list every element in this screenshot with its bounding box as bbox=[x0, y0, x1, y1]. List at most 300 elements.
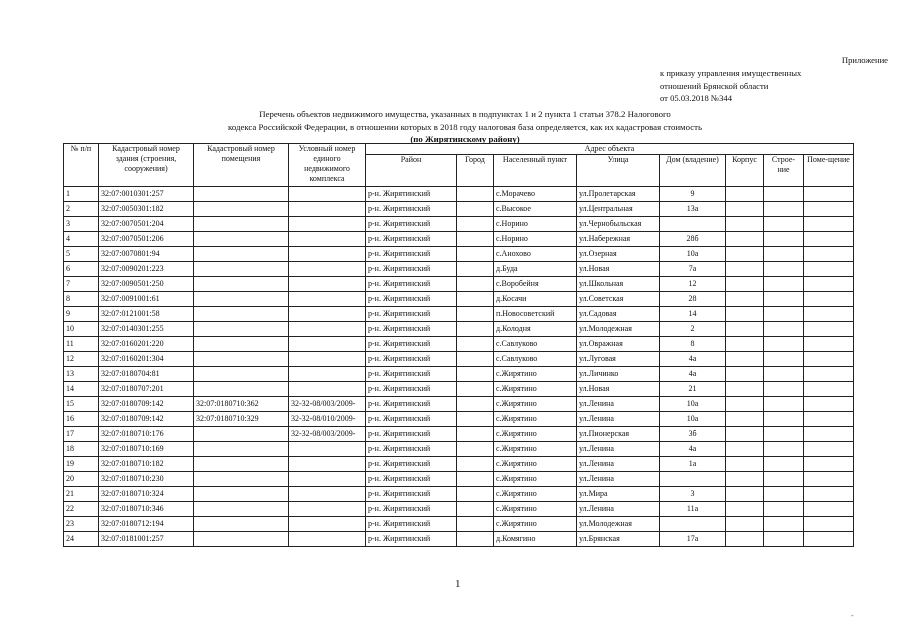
complex-number-cell bbox=[289, 337, 366, 352]
building-cadastral-number-cell: 32:07:0091001:61 bbox=[99, 292, 194, 307]
header-city: Город bbox=[457, 155, 494, 187]
building-cadastral-number-cell: 32:07:0180710:324 bbox=[99, 487, 194, 502]
row-number-cell: 12 bbox=[64, 352, 99, 367]
pomeshenie-cell bbox=[804, 367, 854, 382]
document-title bbox=[160, 108, 770, 146]
complex-number-cell bbox=[289, 442, 366, 457]
row-number-cell: 6 bbox=[64, 262, 99, 277]
pomeshenie-cell bbox=[804, 232, 854, 247]
complex-number-cell bbox=[289, 352, 366, 367]
building-cadastral-number-cell: 32:07:0160201:220 bbox=[99, 337, 194, 352]
header-house: Дом (владение) bbox=[660, 155, 726, 187]
city-cell bbox=[457, 202, 494, 217]
table-row bbox=[64, 442, 854, 457]
house-cell: 28б bbox=[660, 232, 726, 247]
korpus-cell bbox=[726, 367, 764, 382]
street-cell: ул.Новая bbox=[577, 262, 660, 277]
city-cell bbox=[457, 307, 494, 322]
complex-number-cell bbox=[289, 322, 366, 337]
room-cadastral-number-cell bbox=[194, 322, 289, 337]
room-cadastral-number-cell bbox=[194, 202, 289, 217]
house-cell: 10а bbox=[660, 397, 726, 412]
korpus-cell bbox=[726, 232, 764, 247]
room-cadastral-number-cell bbox=[194, 217, 289, 232]
street-cell: ул.Ленина bbox=[577, 457, 660, 472]
room-cadastral-number-cell bbox=[194, 352, 289, 367]
row-number-cell: 17 bbox=[64, 427, 99, 442]
district-cell: р-н. Жирятинский bbox=[366, 382, 457, 397]
settlement-cell: д.Колодня bbox=[494, 322, 577, 337]
street-cell: ул.Ленина bbox=[577, 502, 660, 517]
korpus-cell bbox=[726, 262, 764, 277]
house-cell: 4а bbox=[660, 442, 726, 457]
stroenie-cell bbox=[764, 442, 804, 457]
settlement-cell: д.Буда bbox=[494, 262, 577, 277]
settlement-cell: с.Жирятино bbox=[494, 487, 577, 502]
street-cell: ул.Центральная bbox=[577, 202, 660, 217]
appendix-block bbox=[660, 54, 900, 105]
row-number-cell: 23 bbox=[64, 517, 99, 532]
complex-number-cell bbox=[289, 532, 366, 547]
scan-mark: - bbox=[851, 611, 854, 620]
korpus-cell bbox=[726, 397, 764, 412]
city-cell bbox=[457, 277, 494, 292]
row-number-cell: 19 bbox=[64, 457, 99, 472]
room-cadastral-number-cell bbox=[194, 337, 289, 352]
pomeshenie-cell bbox=[804, 382, 854, 397]
street-cell: ул.Чернобыльская bbox=[577, 217, 660, 232]
city-cell bbox=[457, 217, 494, 232]
room-cadastral-number-cell: 32:07:0180710:362 bbox=[194, 397, 289, 412]
complex-number-cell: 32-32-08/003/2009- bbox=[289, 397, 366, 412]
korpus-cell bbox=[726, 217, 764, 232]
city-cell bbox=[457, 382, 494, 397]
stroenie-cell bbox=[764, 487, 804, 502]
settlement-cell: с.Жирятино bbox=[494, 517, 577, 532]
house-cell: 21 bbox=[660, 382, 726, 397]
header-num: № п/п bbox=[64, 144, 99, 187]
stroenie-cell bbox=[764, 232, 804, 247]
complex-number-cell bbox=[289, 502, 366, 517]
district-cell: р-н. Жирятинский bbox=[366, 322, 457, 337]
complex-number-cell bbox=[289, 382, 366, 397]
pomeshenie-cell bbox=[804, 442, 854, 457]
pomeshenie-cell bbox=[804, 517, 854, 532]
district-cell: р-н. Жирятинский bbox=[366, 502, 457, 517]
settlement-cell: с.Жирятино bbox=[494, 427, 577, 442]
district-cell: р-н. Жирятинский bbox=[366, 187, 457, 202]
house-cell: 4а bbox=[660, 352, 726, 367]
korpus-cell bbox=[726, 352, 764, 367]
room-cadastral-number-cell bbox=[194, 262, 289, 277]
building-cadastral-number-cell: 32:07:0180710:230 bbox=[99, 472, 194, 487]
city-cell bbox=[457, 472, 494, 487]
korpus-cell bbox=[726, 187, 764, 202]
table-row bbox=[64, 262, 854, 277]
pomeshenie-cell bbox=[804, 247, 854, 262]
stroenie-cell bbox=[764, 337, 804, 352]
table-row bbox=[64, 187, 854, 202]
row-number-cell: 22 bbox=[64, 502, 99, 517]
pomeshenie-cell bbox=[804, 457, 854, 472]
house-cell: 4а bbox=[660, 367, 726, 382]
pomeshenie-cell bbox=[804, 322, 854, 337]
stroenie-cell bbox=[764, 457, 804, 472]
district-cell: р-н. Жирятинский bbox=[366, 292, 457, 307]
complex-number-cell bbox=[289, 517, 366, 532]
city-cell bbox=[457, 442, 494, 457]
korpus-cell bbox=[726, 202, 764, 217]
appendix-line-3: от 05.03.2018 №344 bbox=[660, 93, 732, 104]
pomeshenie-cell bbox=[804, 397, 854, 412]
table-row bbox=[64, 427, 854, 442]
district-cell: р-н. Жирятинский bbox=[366, 427, 457, 442]
district-cell: р-н. Жирятинский bbox=[366, 457, 457, 472]
room-cadastral-number-cell bbox=[194, 472, 289, 487]
table-row bbox=[64, 247, 854, 262]
korpus-cell bbox=[726, 457, 764, 472]
room-cadastral-number-cell bbox=[194, 442, 289, 457]
building-cadastral-number-cell: 32:07:0090201:223 bbox=[99, 262, 194, 277]
street-cell: ул.Овражная bbox=[577, 337, 660, 352]
room-cadastral-number-cell bbox=[194, 502, 289, 517]
row-number-cell: 14 bbox=[64, 382, 99, 397]
street-cell: ул.Пролетарская bbox=[577, 187, 660, 202]
stroenie-cell bbox=[764, 397, 804, 412]
settlement-cell: п.Новосоветский bbox=[494, 307, 577, 322]
row-number-cell: 2 bbox=[64, 202, 99, 217]
settlement-cell: с.Норино bbox=[494, 217, 577, 232]
house-cell bbox=[660, 517, 726, 532]
district-cell: р-н. Жирятинский bbox=[366, 307, 457, 322]
complex-number-cell bbox=[289, 187, 366, 202]
city-cell bbox=[457, 337, 494, 352]
title-line-1: Перечень объектов недвижимого имущества, указанных в подпунктах 1 и 2 пункта 1 статьи 378.2 Налогового bbox=[259, 109, 671, 119]
stroenie-cell bbox=[764, 262, 804, 277]
table-row bbox=[64, 217, 854, 232]
district-cell: р-н. Жирятинский bbox=[366, 337, 457, 352]
row-number-cell: 20 bbox=[64, 472, 99, 487]
header-room: Кадастровый номер помещения bbox=[194, 144, 289, 187]
korpus-cell bbox=[726, 517, 764, 532]
row-number-cell: 18 bbox=[64, 442, 99, 457]
city-cell bbox=[457, 352, 494, 367]
building-cadastral-number-cell: 32:07:0140301:255 bbox=[99, 322, 194, 337]
row-number-cell: 10 bbox=[64, 322, 99, 337]
korpus-cell bbox=[726, 292, 764, 307]
korpus-cell bbox=[726, 472, 764, 487]
table-row bbox=[64, 412, 854, 427]
street-cell: ул.Ленина bbox=[577, 412, 660, 427]
appendix-line-2: отношений Брянской области bbox=[660, 80, 769, 91]
settlement-cell: с.Жирятино bbox=[494, 367, 577, 382]
stroenie-cell bbox=[764, 217, 804, 232]
stroenie-cell bbox=[764, 532, 804, 547]
settlement-cell: с.Жирятино bbox=[494, 412, 577, 427]
row-number-cell: 4 bbox=[64, 232, 99, 247]
pomeshenie-cell bbox=[804, 202, 854, 217]
table-row bbox=[64, 397, 854, 412]
header-building: Кадастровый номер здания (строения, сооружения) bbox=[99, 144, 194, 187]
settlement-cell: с.Жирятино bbox=[494, 472, 577, 487]
room-cadastral-number-cell bbox=[194, 427, 289, 442]
table-row bbox=[64, 457, 854, 472]
building-cadastral-number-cell: 32:07:0180710:176 bbox=[99, 427, 194, 442]
room-cadastral-number-cell bbox=[194, 487, 289, 502]
korpus-cell bbox=[726, 502, 764, 517]
building-cadastral-number-cell: 32:07:0090501:250 bbox=[99, 277, 194, 292]
house-cell: 12 bbox=[660, 277, 726, 292]
settlement-cell: с.Норино bbox=[494, 232, 577, 247]
korpus-cell bbox=[726, 487, 764, 502]
stroenie-cell bbox=[764, 517, 804, 532]
pomeshenie-cell bbox=[804, 292, 854, 307]
house-cell: 3б bbox=[660, 427, 726, 442]
building-cadastral-number-cell: 32:07:0070801:94 bbox=[99, 247, 194, 262]
room-cadastral-number-cell bbox=[194, 382, 289, 397]
city-cell bbox=[457, 532, 494, 547]
complex-number-cell bbox=[289, 262, 366, 277]
stroenie-cell bbox=[764, 292, 804, 307]
room-cadastral-number-cell bbox=[194, 457, 289, 472]
pomeshenie-cell bbox=[804, 472, 854, 487]
korpus-cell bbox=[726, 277, 764, 292]
stroenie-cell bbox=[764, 352, 804, 367]
table-row bbox=[64, 487, 854, 502]
building-cadastral-number-cell: 32:07:0180709:142 bbox=[99, 397, 194, 412]
korpus-cell bbox=[726, 532, 764, 547]
street-cell: ул.Набережная bbox=[577, 232, 660, 247]
table-row bbox=[64, 352, 854, 367]
korpus-cell bbox=[726, 322, 764, 337]
street-cell: ул.Садовая bbox=[577, 307, 660, 322]
row-number-cell: 11 bbox=[64, 337, 99, 352]
stroenie-cell bbox=[764, 247, 804, 262]
header-street: Улица bbox=[577, 155, 660, 187]
city-cell bbox=[457, 292, 494, 307]
complex-number-cell bbox=[289, 367, 366, 382]
complex-number-cell bbox=[289, 202, 366, 217]
settlement-cell: с.Высокое bbox=[494, 202, 577, 217]
room-cadastral-number-cell bbox=[194, 307, 289, 322]
complex-number-cell bbox=[289, 457, 366, 472]
building-cadastral-number-cell: 32:07:0181001:257 bbox=[99, 532, 194, 547]
appendix-line-1: к приказу управления имущественных bbox=[660, 67, 802, 78]
district-cell: р-н. Жирятинский bbox=[366, 442, 457, 457]
house-cell: 13а bbox=[660, 202, 726, 217]
table-row bbox=[64, 502, 854, 517]
pomeshenie-cell bbox=[804, 352, 854, 367]
street-cell: ул.Брянская bbox=[577, 532, 660, 547]
row-number-cell: 16 bbox=[64, 412, 99, 427]
korpus-cell bbox=[726, 412, 764, 427]
settlement-cell: д.Комягино bbox=[494, 532, 577, 547]
street-cell: ул.Мира bbox=[577, 487, 660, 502]
district-cell: р-н. Жирятинский bbox=[366, 202, 457, 217]
appendix-label: Приложение bbox=[841, 55, 888, 65]
stroenie-cell bbox=[764, 427, 804, 442]
complex-number-cell bbox=[289, 217, 366, 232]
house-cell bbox=[660, 217, 726, 232]
settlement-cell: с.Жирятино bbox=[494, 502, 577, 517]
korpus-cell bbox=[726, 247, 764, 262]
complex-number-cell bbox=[289, 277, 366, 292]
room-cadastral-number-cell bbox=[194, 247, 289, 262]
street-cell: ул.Ленина bbox=[577, 472, 660, 487]
street-cell: ул.Новая bbox=[577, 382, 660, 397]
stroenie-cell bbox=[764, 412, 804, 427]
table-row bbox=[64, 232, 854, 247]
building-cadastral-number-cell: 32:07:0180704:81 bbox=[99, 367, 194, 382]
building-cadastral-number-cell: 32:07:0070501:204 bbox=[99, 217, 194, 232]
pomeshenie-cell bbox=[804, 307, 854, 322]
settlement-cell: с.Савлуково bbox=[494, 337, 577, 352]
city-cell bbox=[457, 517, 494, 532]
house-cell: 10а bbox=[660, 247, 726, 262]
settlement-cell: д.Косачи bbox=[494, 292, 577, 307]
header-complex: Условный номер единого недвижимого комплекса bbox=[289, 144, 366, 187]
row-number-cell: 7 bbox=[64, 277, 99, 292]
row-number-cell: 21 bbox=[64, 487, 99, 502]
street-cell: ул.Озерная bbox=[577, 247, 660, 262]
complex-number-cell bbox=[289, 307, 366, 322]
street-cell: ул.Пионерская bbox=[577, 427, 660, 442]
city-cell bbox=[457, 367, 494, 382]
stroenie-cell bbox=[764, 277, 804, 292]
row-number-cell: 5 bbox=[64, 247, 99, 262]
pomeshenie-cell bbox=[804, 487, 854, 502]
row-number-cell: 1 bbox=[64, 187, 99, 202]
house-cell: 7а bbox=[660, 262, 726, 277]
house-cell: 9 bbox=[660, 187, 726, 202]
building-cadastral-number-cell: 32:07:0010301:257 bbox=[99, 187, 194, 202]
pomeshenie-cell bbox=[804, 412, 854, 427]
row-number-cell: 8 bbox=[64, 292, 99, 307]
street-cell: ул.Советская bbox=[577, 292, 660, 307]
table-row bbox=[64, 517, 854, 532]
district-cell: р-н. Жирятинский bbox=[366, 517, 457, 532]
pomeshenie-cell bbox=[804, 277, 854, 292]
header-settlement: Населенный пункт bbox=[494, 155, 577, 187]
pomeshenie-cell bbox=[804, 217, 854, 232]
street-cell: ул.Личинко bbox=[577, 367, 660, 382]
header-korpus: Корпус bbox=[726, 155, 764, 187]
complex-number-cell: 32-32-08/010/2009- bbox=[289, 412, 366, 427]
house-cell: 3 bbox=[660, 487, 726, 502]
header-address: Адрес объекта bbox=[366, 144, 854, 155]
stroenie-cell bbox=[764, 502, 804, 517]
settlement-cell: с.Жирятино bbox=[494, 457, 577, 472]
stroenie-cell bbox=[764, 202, 804, 217]
city-cell bbox=[457, 397, 494, 412]
row-number-cell: 3 bbox=[64, 217, 99, 232]
street-cell: ул.Ленина bbox=[577, 397, 660, 412]
building-cadastral-number-cell: 32:07:0180707:201 bbox=[99, 382, 194, 397]
stroenie-cell bbox=[764, 322, 804, 337]
city-cell bbox=[457, 262, 494, 277]
korpus-cell bbox=[726, 307, 764, 322]
city-cell bbox=[457, 412, 494, 427]
building-cadastral-number-cell: 32:07:0050301:182 bbox=[99, 202, 194, 217]
district-cell: р-н. Жирятинский bbox=[366, 412, 457, 427]
room-cadastral-number-cell bbox=[194, 532, 289, 547]
house-cell: 14 bbox=[660, 307, 726, 322]
building-cadastral-number-cell: 32:07:0160201:304 bbox=[99, 352, 194, 367]
street-cell: ул.Школьная bbox=[577, 277, 660, 292]
building-cadastral-number-cell: 32:07:0180712:194 bbox=[99, 517, 194, 532]
house-cell: 28 bbox=[660, 292, 726, 307]
district-cell: р-н. Жирятинский bbox=[366, 277, 457, 292]
korpus-cell bbox=[726, 427, 764, 442]
house-cell: 10а bbox=[660, 412, 726, 427]
header-district: Район bbox=[366, 155, 457, 187]
header-stroenie: Строе-ние bbox=[764, 155, 804, 187]
korpus-cell bbox=[726, 382, 764, 397]
room-cadastral-number-cell bbox=[194, 232, 289, 247]
district-cell: р-н. Жирятинский bbox=[366, 397, 457, 412]
street-cell: ул.Молодежная bbox=[577, 322, 660, 337]
row-number-cell: 9 bbox=[64, 307, 99, 322]
city-cell bbox=[457, 247, 494, 262]
city-cell bbox=[457, 502, 494, 517]
settlement-cell: с.Жирятино bbox=[494, 397, 577, 412]
street-cell: ул.Луговая bbox=[577, 352, 660, 367]
settlement-cell: с.Савлуково bbox=[494, 352, 577, 367]
district-cell: р-н. Жирятинский bbox=[366, 262, 457, 277]
table-row bbox=[64, 532, 854, 547]
city-cell bbox=[457, 457, 494, 472]
complex-number-cell bbox=[289, 292, 366, 307]
house-cell: 8 bbox=[660, 337, 726, 352]
table-row bbox=[64, 367, 854, 382]
district-cell: р-н. Жирятинский bbox=[366, 217, 457, 232]
district-cell: р-н. Жирятинский bbox=[366, 472, 457, 487]
city-cell bbox=[457, 322, 494, 337]
stroenie-cell bbox=[764, 367, 804, 382]
street-cell: ул.Молодежная bbox=[577, 517, 660, 532]
row-number-cell: 13 bbox=[64, 367, 99, 382]
korpus-cell bbox=[726, 442, 764, 457]
pomeshenie-cell bbox=[804, 187, 854, 202]
complex-number-cell bbox=[289, 247, 366, 262]
house-cell: 11а bbox=[660, 502, 726, 517]
house-cell: 2 bbox=[660, 322, 726, 337]
house-cell: 1а bbox=[660, 457, 726, 472]
table-row bbox=[64, 337, 854, 352]
building-cadastral-number-cell: 32:07:0180710:169 bbox=[99, 442, 194, 457]
complex-number-cell: 32-32-08/003/2009- bbox=[289, 427, 366, 442]
room-cadastral-number-cell bbox=[194, 277, 289, 292]
settlement-cell: с.Морачево bbox=[494, 187, 577, 202]
table-row bbox=[64, 202, 854, 217]
room-cadastral-number-cell bbox=[194, 367, 289, 382]
district-cell: р-н. Жирятинский bbox=[366, 367, 457, 382]
row-number-cell: 24 bbox=[64, 532, 99, 547]
district-cell: р-н. Жирятинский bbox=[366, 532, 457, 547]
building-cadastral-number-cell: 32:07:0070501:206 bbox=[99, 232, 194, 247]
city-cell bbox=[457, 487, 494, 502]
pomeshenie-cell bbox=[804, 532, 854, 547]
house-cell: 17а bbox=[660, 532, 726, 547]
house-cell bbox=[660, 472, 726, 487]
complex-number-cell bbox=[289, 487, 366, 502]
district-cell: р-н. Жирятинский bbox=[366, 232, 457, 247]
stroenie-cell bbox=[764, 307, 804, 322]
property-table bbox=[63, 143, 854, 547]
settlement-cell: с.Жирятино bbox=[494, 442, 577, 457]
table-row bbox=[64, 322, 854, 337]
room-cadastral-number-cell bbox=[194, 517, 289, 532]
